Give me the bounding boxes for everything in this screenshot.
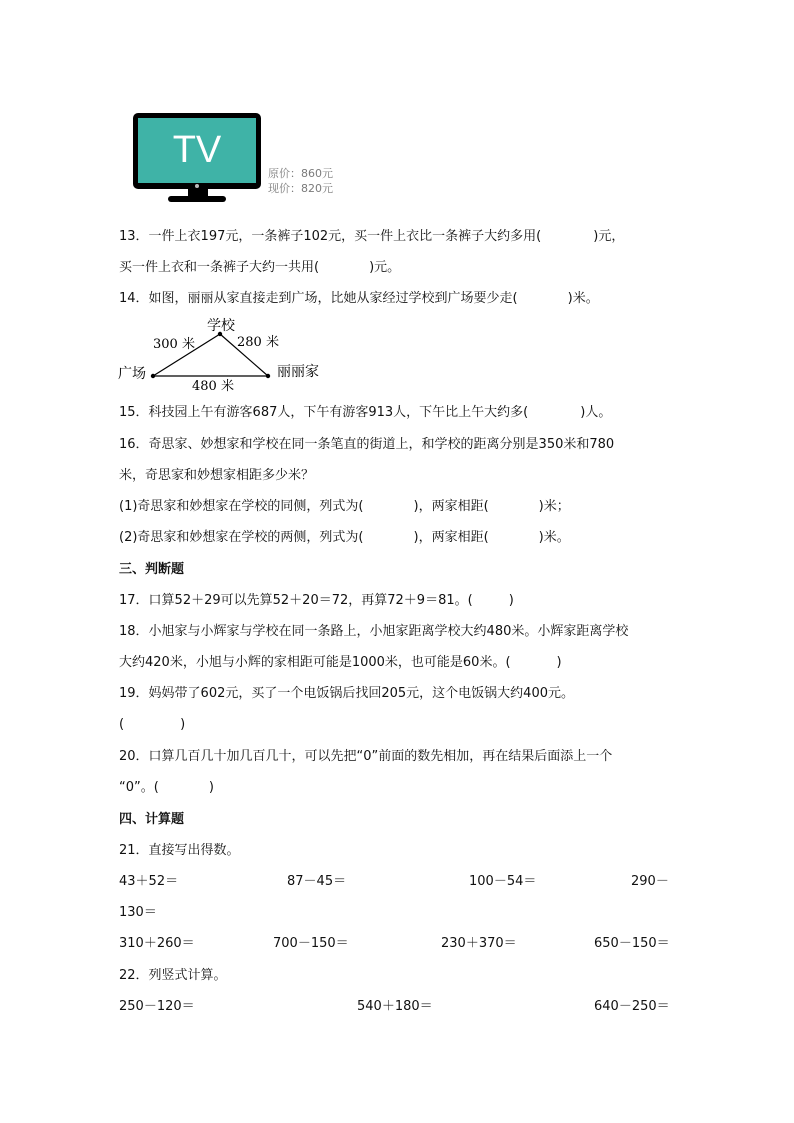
tv-power-dot (195, 184, 199, 188)
q16-p1-text-b: )，两家相距( (413, 499, 489, 514)
tv-screen (138, 118, 256, 183)
q21-problem-wrap: 130＝ (119, 905, 157, 920)
q16-p2-text-c: )米。 (538, 530, 570, 545)
q21-problem: 43＋52＝ (119, 874, 179, 889)
q13-line2 (119, 260, 400, 276)
tv-illustration (133, 113, 261, 189)
q22-problem: 540＋180＝ (357, 999, 433, 1014)
q15-line (119, 405, 611, 421)
q18-line1: 18．小旭家与小辉家与学校在同一条路上，小旭家距离学校大约480米。小辉家距离学校 (119, 624, 629, 639)
q16-p1-text-a: (1)奇思家和妙想家在学校的同侧，列式为( (119, 499, 364, 514)
q20-line1: 20．口算几百几十加几百几十，可以先把“0”前面的数先相加，再在结果后面添上一个 (119, 749, 613, 764)
q19-text-a: ( (119, 717, 125, 732)
q21-problem: 650－150＝ (594, 936, 670, 951)
section-heading-calculation: 四、计算题 (119, 812, 185, 827)
q21-title: 21．直接写出得数。 (119, 843, 240, 858)
q18-line2 (119, 655, 562, 671)
q21-problem: 87－45＝ (287, 874, 347, 889)
q14-line (119, 291, 599, 307)
q21-problem: 700－150＝ (273, 936, 349, 951)
q17-text-b: ) (508, 593, 514, 608)
original-price: 原价：860元 (268, 167, 333, 180)
q15-text-b: )人。 (580, 405, 612, 420)
q16-p1-text-c: )米； (538, 499, 570, 514)
square-label: 广场 (118, 366, 146, 382)
q18-text-a: 大约420米，小旭与小辉的家相距可能是1000米，也可能是60米。( (119, 655, 511, 670)
q13-text-c: 买一件上衣和一条裤子大约一共用( (119, 260, 320, 275)
q20-text-a: “0”。( (119, 780, 159, 795)
q20-line2 (119, 780, 214, 796)
q22-problem: 640－250＝ (594, 999, 670, 1014)
tv-stand-base (168, 196, 226, 202)
q16-p2-text-b: )，两家相距( (413, 530, 489, 545)
home-label: 丽丽家 (277, 364, 319, 380)
distance-school-home: 280 米 (237, 335, 279, 350)
q16-line2: 米，奇思家和妙想家相距多少米？ (119, 468, 315, 483)
tv-label: TV (172, 129, 222, 171)
q16-part1 (119, 499, 570, 515)
distance-square-school: 300 米 (153, 337, 195, 352)
q19-line1: 19．妈妈带了602元，买了一个电饭锅后找回205元，这个电饭锅大约400元。 (119, 686, 574, 701)
q17-line (119, 593, 514, 609)
q14-text-b: )米。 (567, 291, 599, 306)
current-price: 现价：820元 (268, 182, 333, 195)
q21-problem: 230＋370＝ (441, 936, 517, 951)
q19-line2 (119, 717, 185, 733)
q20-text-b: ) (208, 780, 214, 795)
q13-text-d: )元。 (369, 260, 401, 275)
q18-text-b: ) (556, 655, 562, 670)
q13-text-b: )元， (593, 229, 625, 244)
q16-p2-text-a: (2)奇思家和妙想家在学校的两侧，列式为( (119, 530, 364, 545)
q21-problem: 310＋260＝ (119, 936, 195, 951)
route-triangle-diagram (115, 314, 330, 396)
section-heading-judgement: 三、判断题 (119, 562, 185, 577)
square-point (151, 374, 155, 378)
q13-line1 (119, 229, 624, 245)
q19-text-b: ) (180, 717, 186, 732)
distance-square-home: 480 米 (192, 379, 234, 394)
q13-text-a: 13．一件上衣197元，一条裤子102元，买一件上衣比一条裤子大约多用( (119, 229, 542, 244)
q22-problem: 250－120＝ (119, 999, 195, 1014)
q17-text-a: 17．口算52＋29可以先算52＋20＝72，再算72＋9＝81。( (119, 593, 473, 608)
q15-text-a: 15．科技园上午有游客687人，下午有游客913人，下午比上午大约多( (119, 405, 529, 420)
q16-line1: 16．奇思家、妙想家和学校在同一条笔直的街道上，和学校的距离分别是350米和780 (119, 437, 615, 452)
q14-text-a: 14．如图，丽丽从家直接走到广场，比她从家经过学校到广场要少走( (119, 291, 518, 306)
q16-part2 (119, 530, 570, 546)
q21-problem: 290－ (631, 874, 669, 889)
home-point (266, 374, 270, 378)
school-label: 学校 (207, 318, 235, 334)
q21-problem: 100－54＝ (469, 874, 537, 889)
q22-title: 22．列竖式计算。 (119, 968, 227, 983)
